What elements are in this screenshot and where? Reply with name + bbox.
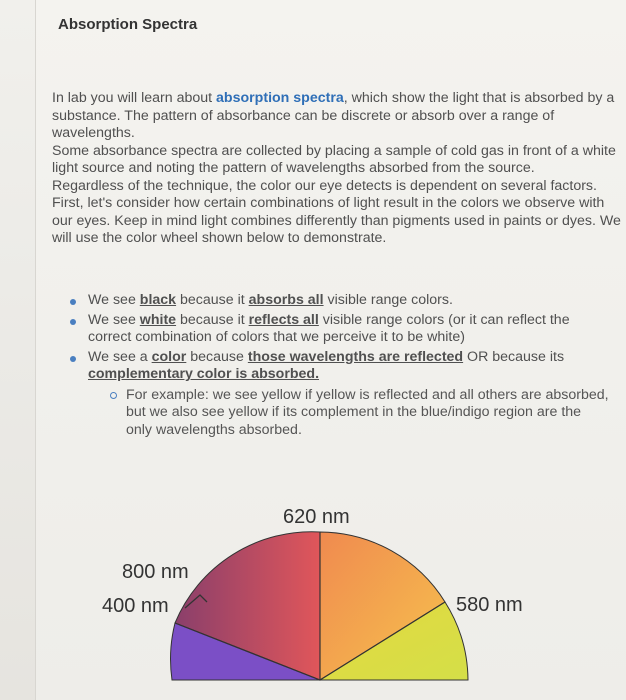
- b3-emphasis-3: complementary color is absorbed.: [88, 366, 320, 382]
- page-title: Absorption Spectra: [58, 16, 198, 33]
- bullet-color: [70, 349, 610, 440]
- b1-text-1: We see: [88, 292, 140, 308]
- intro-text: [52, 90, 622, 248]
- bullet-dot-icon: [70, 319, 76, 325]
- label-800nm: 800 nm: [122, 561, 189, 583]
- b2-text-2: because it: [176, 311, 249, 328]
- b3-text-3: OR because its: [463, 348, 565, 365]
- b1-emphasis-1: black: [139, 292, 177, 308]
- bullet-black: [70, 292, 610, 310]
- b1-text-2: because it: [176, 292, 249, 308]
- intro-paragraph-3: Regardless of the technique, the color our eye detects is dependent on several factors. First, let's consider how certain combinations of light result in the colors we observe with our eyes. Keep in mind light combines differently than pigments used in paints or dyes. We will use the color wheel shown below to demonstrate.: [52, 177, 621, 246]
- b3-emphasis-1: color: [151, 348, 187, 365]
- bullet-white: [70, 312, 610, 347]
- b1-emphasis-2: absorbs all: [248, 292, 324, 308]
- intro-p1-start: In lab you will learn about: [52, 90, 217, 106]
- hollow-bullet-icon: [110, 392, 117, 399]
- b1-text-3: visible range colors.: [323, 292, 453, 308]
- b3-text-2: because: [186, 348, 248, 365]
- b3-text-1: We see a: [88, 348, 152, 365]
- bullet-list: [70, 292, 610, 441]
- b2-emphasis-1: white: [139, 311, 177, 328]
- label-620nm: 620 nm: [283, 506, 350, 528]
- sub-bullet-example: [108, 387, 610, 440]
- label-400nm: 400 nm: [102, 595, 169, 617]
- sub-bullet-list: [108, 387, 610, 440]
- intro-paragraph-1: [52, 90, 622, 143]
- bullet-dot-icon: [70, 299, 76, 305]
- b2-text-1: We see: [88, 311, 140, 328]
- intro-p1-end: , which show the light that is absorbed by a substance. The pattern of absorbance can be discrete or absorb over a range of wavelengths.: [52, 90, 615, 141]
- b3-emphasis-2: those wavelengths are reflected: [247, 348, 464, 365]
- b2-text-3: visible range colors (or it can reflect the correct combination of colors that we perceive it to be white): [88, 311, 570, 345]
- b2-emphasis-2: reflects all: [248, 311, 319, 328]
- bullet-dot-icon: [70, 356, 76, 362]
- example-text: For example: we see yellow if yellow is reflected and all others are absorbed, but we also see yellow if its complement in the blue/indigo region are the only wavelengths absorbed.: [126, 386, 609, 438]
- label-580nm: 580 nm: [456, 594, 523, 616]
- intro-paragraph-2: Some absorbance spectra are collected by placing a sample of cold gas in front of a white light source and noting the pattern of wavelengths absorbed from the source.: [52, 142, 616, 176]
- absorption-spectra-term: absorption spectra: [216, 90, 344, 106]
